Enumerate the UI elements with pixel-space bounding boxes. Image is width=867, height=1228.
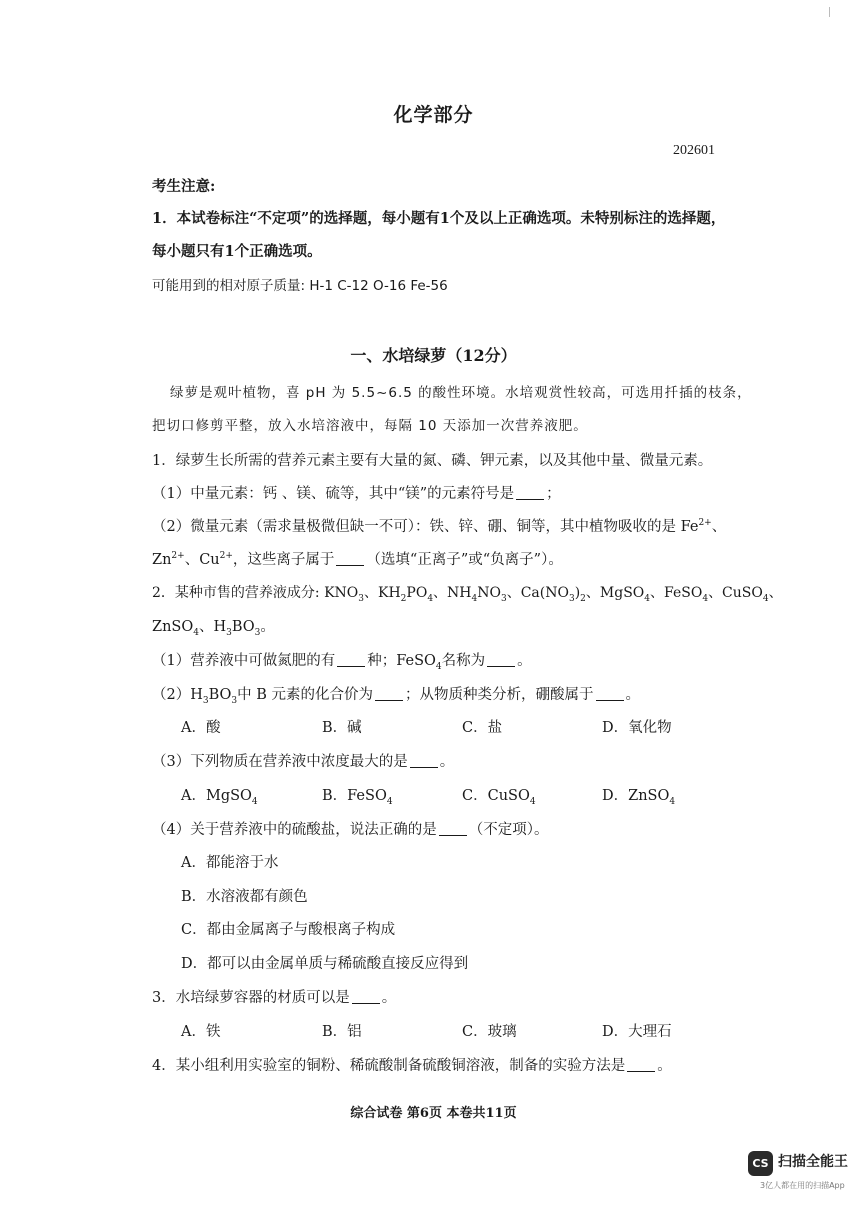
question-4: 4．某小组利用实验室的铜粉、稀硫酸制备硫酸铜溶液，制备的实验方法是 。 — [152, 1058, 672, 1074]
option-c[interactable]: C．玻璃 — [462, 1024, 517, 1040]
answer-blank[interactable] — [596, 686, 624, 701]
question-2: 2．某种市售的营养液成分: $KNO_3$、$KH_2PO_4$、$NH_4NO_3$、$Ca(NO_3)_2$、MgSO$_4$、FeSO$_4$、CuSO$_4$、 — [152, 585, 783, 604]
answer-blank[interactable] — [337, 652, 365, 667]
option-a[interactable]: A．酸 — [181, 720, 221, 736]
question-2-1: （1）营养液中可做氮肥的有 种；FeSO$_4$名称为 。 — [152, 653, 532, 672]
camscanner-logo-icon: CS — [748, 1151, 773, 1176]
atomic-mass: 可能用到的相对原子质量: H-1 C-12 O-16 Fe-56 — [152, 278, 448, 294]
page-title: 化学部分 — [393, 104, 474, 126]
option-b[interactable]: B．铝 — [322, 1024, 362, 1040]
logo-name: 扫描全能王 — [778, 1154, 848, 1170]
section-title: 一、水培绿萝（12分） — [350, 346, 517, 365]
option-d[interactable]: D．氧化物 — [602, 720, 672, 736]
answer-blank[interactable] — [410, 753, 438, 768]
question-2-4: （4）关于营养液中的硫酸盐，说法正确的是 （不定项）。 — [152, 822, 549, 838]
option-c[interactable]: C．CuSO$_4$ — [462, 788, 536, 807]
notice-item1-line1: 1．本试卷标注“不定项”的选择题，每小题有1个及以上正确选项。未特别标注的选择题， — [152, 210, 726, 227]
notice-label: 考生注意: — [152, 178, 216, 195]
answer-blank[interactable] — [516, 485, 544, 500]
answer-blank[interactable] — [336, 551, 364, 566]
answer-blank[interactable] — [439, 821, 467, 836]
option-d[interactable]: D．大理石 — [602, 1024, 672, 1040]
option-d[interactable]: D．都可以由金属单质与稀硫酸直接反应得到 — [181, 956, 469, 972]
option-a[interactable]: A．铁 — [181, 1024, 221, 1040]
answer-blank[interactable] — [627, 1057, 655, 1072]
exam-code: 202601 — [673, 143, 715, 158]
option-d[interactable]: D．ZnSO$_4$ — [602, 788, 676, 807]
option-b[interactable]: B．碱 — [322, 720, 362, 736]
logo-tagline: 3亿人都在用的扫描App — [760, 1181, 845, 1190]
scan-mark — [829, 7, 830, 17]
option-b[interactable]: B．FeSO$_4$ — [322, 788, 393, 807]
notice-item1-line2: 每小题只有1个正确选项。 — [152, 243, 322, 260]
page-footer: 综合试卷 第6页 本卷共11页 — [350, 1106, 517, 1121]
question-3: 3．水培绿萝容器的材质可以是 。 — [152, 990, 397, 1006]
option-c[interactable]: C．都由金属离子与酸根离子构成 — [181, 922, 396, 938]
option-c[interactable]: C．盐 — [462, 720, 503, 736]
option-a[interactable]: A．MgSO$_4$ — [181, 788, 258, 807]
answer-blank[interactable] — [487, 652, 515, 667]
intro-line2: 把切口修剪平整，放入水培溶液中，每隔 10 天添加一次营养液肥。 — [152, 418, 588, 434]
intro-line1: 绿萝是观叶植物，喜 pH 为 5.5~6.5 的酸性环境。水培观赏性较高，可选用扦插的枝条， — [170, 385, 752, 401]
option-a[interactable]: A．都能溶于水 — [181, 855, 279, 871]
answer-blank[interactable] — [375, 686, 403, 701]
question-1-2: （2）微量元素（需求量极微但缺一不可）：铁、锌、硼、铜等，其中植物吸收的是 $Fe^{2+}$、 — [152, 518, 727, 535]
question-1: 1．绿萝生长所需的营养元素主要有大量的氮、磷、钾元素，以及其他中量、微量元素。 — [152, 453, 713, 469]
question-1-2-cont: $Zn^{2+}$、$Cu^{2+}$，这些离子属于 （选填“正离子”或“负离子”）。 — [152, 551, 563, 568]
question-2-3: （3）下列物质在营养液中浓度最大的是 。 — [152, 754, 455, 770]
question-2-2: $(2)H_3BO_3$中 B 元素的化合价为 ；从物质种类分析，硼酸属于 。 — [152, 687, 641, 706]
question-1-1: （1）中量元素：钙 、镁、硫等，其中“镁”的元素符号是 ； — [152, 486, 561, 502]
question-2-cont: ZnSO$_4$、$H_3BO_3$。 — [152, 619, 275, 638]
answer-blank[interactable] — [352, 989, 380, 1004]
option-b[interactable]: B．水溶液都有颜色 — [181, 889, 308, 905]
